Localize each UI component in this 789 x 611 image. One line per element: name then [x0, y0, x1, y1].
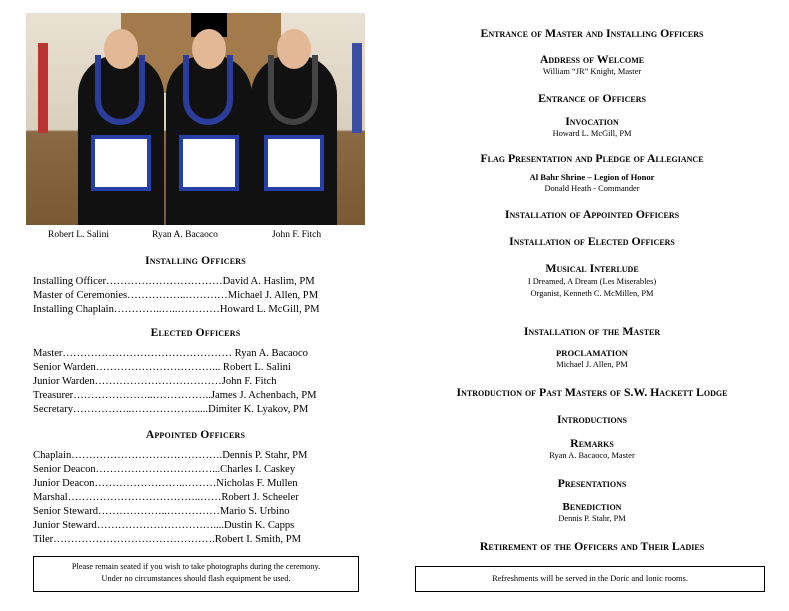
photo-flag-left [38, 43, 48, 133]
installing-officers-title: Installing Officers [145, 255, 246, 267]
appointed-line: Tiler……………………………………….Robert I. Smith, PM [33, 534, 301, 545]
entrance-officers-heading: Entrance of Officers [538, 91, 646, 105]
officers-photo [26, 13, 365, 225]
invocation-sub: Howard L. McGill, PM [552, 129, 632, 138]
musical-heading: Musical Interlude [545, 261, 639, 275]
musical-sub-1: I Dreamed, A Dream (Les Miserables) [527, 277, 657, 286]
flag-sub: Donald Heath - Commander [544, 184, 640, 193]
past-masters-heading: Introduction of Past Masters of S.W. Hackett Lodge [456, 385, 728, 399]
elected-line: Secretary……………..……………….....Dimiter K. Lyakov, PM [33, 404, 309, 415]
elected-line: Treasurer…………………..……………..James J. Achenbach, PM [33, 390, 317, 401]
installing-line: Installing Chaplain…………..…..…………Howard L. McGill, PM [33, 304, 320, 315]
photo-note-line1: Please remain seated if you wish to take photographs during the ceremony. [71, 562, 321, 571]
appointed-line: Junior Deacon……………………..………Nicholas F. Mullen [33, 478, 298, 489]
elected-officers-title: Elected Officers [150, 327, 241, 339]
proclamation-sub: Michael J. Allen, PM [556, 360, 628, 369]
photo-person-right [251, 55, 337, 225]
address-heading: Address of Welcome [539, 52, 645, 66]
appointed-line: Senior Steward………………..……………Mario S. Urbino [33, 506, 290, 517]
photo-person-center [166, 55, 252, 225]
appointed-line: Junior Steward……………………………....Dustin K. Capps [33, 520, 295, 531]
benediction-heading: Benediction [562, 501, 622, 513]
benediction-sub: Dennis P. Stahr, PM [558, 514, 626, 523]
remarks-sub: Ryan A. Bacaoco, Master [549, 451, 635, 460]
right-panel [395, 0, 789, 611]
introductions-heading: Introductions [557, 412, 627, 426]
caption-bacaoco: Ryan A. Bacaoco [152, 230, 218, 240]
appointed-line: Chaplain…………………………………….Dennis P. Stahr, PM [33, 450, 308, 461]
appointed-line: Senior Deacon……………………………...Charles I. Caskey [33, 464, 296, 475]
install-appointed-heading: Installation of Appointed Officers [504, 207, 680, 221]
proclamation-heading: PROCLAMATION [556, 348, 628, 358]
invocation-heading: Invocation [565, 114, 619, 128]
flag-heading: Flag Presentation and Pledge of Allegiance [480, 151, 704, 165]
entrance-master-heading: Entrance of Master and Installing Officers [480, 26, 704, 40]
remarks-heading: Remarks [570, 436, 614, 450]
elected-line: Senior Warden……………………………... Robert L. Salini [33, 362, 291, 373]
elected-line: Master………………………………………… Ryan A. Bacaoco [33, 348, 308, 359]
photo-note-line2: Under no circumstances should flash equipment be used. [101, 574, 291, 583]
installing-line: Installing Officer……………………………David A. Haslim, PM [33, 276, 315, 287]
address-sub: William “JR” Knight, Master [542, 67, 642, 76]
musical-sub-2: Organist, Kenneth C. McMillen, PM [530, 289, 654, 298]
refreshments-box: Refreshments will be served in the Doric and Ionic rooms. [415, 566, 765, 592]
caption-fitch: John F. Fitch [272, 230, 322, 240]
appointed-officers-title: Appointed Officers [145, 429, 246, 441]
install-master-heading: Installation of the Master [523, 324, 661, 338]
appointed-line: Marshal………………………………..……Robert J. Scheeler [33, 492, 299, 503]
presentations-heading: Presentations [557, 476, 627, 490]
photo-flag-right [352, 43, 362, 133]
caption-salini: Robert L. Salini [48, 230, 109, 240]
install-elected-heading: Installation of Elected Officers [509, 234, 675, 248]
retirement-heading: Retirement of the Officers and Their Ladies [479, 539, 705, 553]
installing-line: Master of Ceremonies……………..…………Michael J. Allen, PM [33, 290, 319, 301]
elected-line: Junior Warden………………………………John F. Fitch [33, 376, 277, 387]
photo-note-box [33, 556, 359, 592]
flag-sub-bold: Al Bahr Shrine – Legion of Honor [529, 172, 655, 182]
photo-person-left [78, 55, 164, 225]
